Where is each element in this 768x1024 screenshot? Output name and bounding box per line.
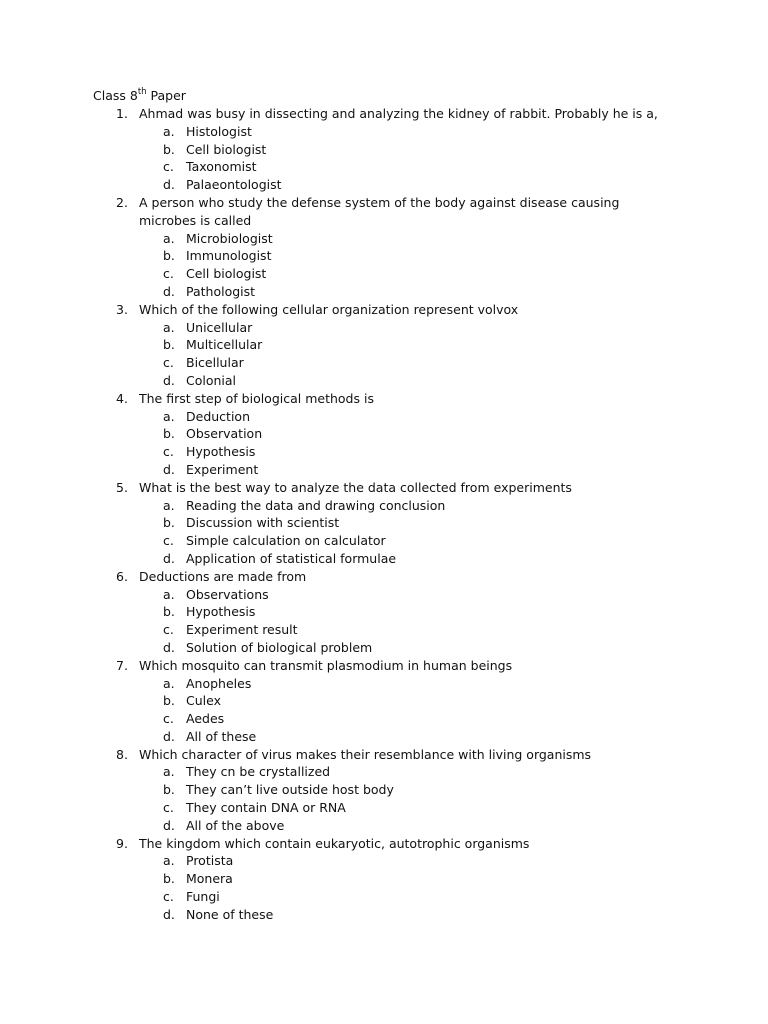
option-letter: c. (163, 266, 174, 282)
question-item (0, 568, 768, 657)
option-text: Immunologist (186, 248, 272, 264)
question-number: 2. (116, 194, 128, 210)
option-text: Microbiologist (186, 230, 273, 246)
option-letter: a. (163, 230, 175, 246)
question-number: 8. (116, 746, 128, 762)
option-item (0, 354, 768, 372)
option-letter: b. (163, 693, 175, 709)
option-text: They can’t live outside host body (186, 782, 394, 798)
option-item (0, 763, 768, 781)
option-item (0, 675, 768, 693)
option-text: Aedes (186, 711, 225, 727)
option-text: Culex (186, 693, 221, 709)
question-text: The first step of biological methods is (139, 390, 374, 406)
option-item (0, 408, 768, 426)
option-text: Palaeontologist (186, 177, 282, 193)
option-letter: d. (163, 177, 175, 193)
option-text: Hypothesis (186, 604, 256, 620)
question-item (0, 479, 768, 568)
question-line (0, 657, 768, 675)
option-text: Fungi (186, 889, 220, 905)
option-text: Bicellular (186, 355, 244, 371)
option-text: All of these (186, 728, 257, 744)
option-letter: c. (163, 533, 174, 549)
question-text: Which character of virus makes their resemblance with living organisms (139, 746, 592, 762)
option-item (0, 265, 768, 283)
option-letter: b. (163, 426, 175, 442)
option-item (0, 176, 768, 194)
question-line (0, 390, 768, 408)
option-item (0, 817, 768, 835)
question-line (0, 301, 768, 319)
question-item (0, 657, 768, 746)
question-item (0, 746, 768, 835)
option-item (0, 141, 768, 159)
option-item (0, 852, 768, 870)
option-item (0, 532, 768, 550)
option-item (0, 425, 768, 443)
option-text: Simple calculation on calculator (186, 533, 386, 549)
option-text: Discussion with scientist (186, 515, 340, 531)
option-item (0, 158, 768, 176)
option-text: Taxonomist (186, 159, 257, 175)
option-text: Application of statistical formulae (186, 550, 397, 566)
page-title (93, 87, 186, 105)
option-letter: b. (163, 337, 175, 353)
option-letter: c. (163, 889, 174, 905)
option-text: Experiment result (186, 622, 298, 638)
option-text: Protista (186, 853, 234, 869)
question-item (0, 301, 768, 390)
option-text: Reading the data and drawing conclusion (186, 497, 446, 513)
option-letter: d. (163, 372, 175, 388)
option-text: Solution of biological problem (186, 639, 373, 655)
option-text: Cell biologist (186, 266, 267, 282)
option-item (0, 443, 768, 461)
question-item (0, 194, 768, 301)
question-text: What is the best way to analyze the data collected from experiments (139, 479, 572, 495)
option-text: Hypothesis (186, 444, 256, 460)
option-item (0, 550, 768, 568)
option-item (0, 728, 768, 746)
question-text: Deductions are made from (139, 568, 307, 584)
option-letter: d. (163, 817, 175, 833)
option-text: Observations (186, 586, 269, 602)
option-letter: d. (163, 283, 175, 299)
option-item (0, 514, 768, 532)
question-line (0, 212, 768, 230)
option-text: Anopheles (186, 675, 252, 691)
option-letter: a. (163, 675, 175, 691)
question-line (0, 568, 768, 586)
option-item (0, 230, 768, 248)
option-item (0, 906, 768, 924)
option-text: None of these (186, 906, 274, 922)
option-letter: a. (163, 764, 175, 780)
question-text: microbes is called (139, 212, 252, 228)
question-number: 6. (116, 568, 128, 584)
option-text: Colonial (186, 372, 237, 388)
option-item (0, 319, 768, 337)
option-text: All of the above (186, 817, 285, 833)
option-item (0, 621, 768, 639)
option-letter: a. (163, 497, 175, 513)
question-text: The kingdom which contain eukaryotic, autotrophic organisms (139, 835, 530, 851)
option-letter: c. (163, 711, 174, 727)
question-list (0, 105, 768, 924)
option-letter: c. (163, 355, 174, 371)
option-item (0, 586, 768, 604)
question-line (0, 746, 768, 764)
question-line (0, 105, 768, 123)
option-letter: b. (163, 604, 175, 620)
option-letter: b. (163, 782, 175, 798)
title-suffix: Paper (146, 88, 186, 103)
option-text: They cn be crystallized (186, 764, 331, 780)
option-letter: b. (163, 248, 175, 264)
option-item (0, 123, 768, 141)
question-item (0, 835, 768, 924)
question-number: 3. (116, 301, 128, 317)
option-letter: a. (163, 853, 175, 869)
option-letter: c. (163, 159, 174, 175)
option-letter: d. (163, 639, 175, 655)
option-item (0, 799, 768, 817)
option-text: Experiment (186, 461, 259, 477)
option-text: Monera (186, 871, 233, 887)
option-text: Cell biologist (186, 141, 267, 157)
option-item (0, 497, 768, 515)
option-item (0, 710, 768, 728)
question-line (0, 194, 768, 212)
option-letter: d. (163, 906, 175, 922)
option-item (0, 888, 768, 906)
option-letter: a. (163, 319, 175, 335)
title-superscript: th (137, 86, 147, 97)
option-letter: b. (163, 141, 175, 157)
title-text: Class 8 (93, 88, 138, 103)
option-item (0, 692, 768, 710)
option-letter: b. (163, 871, 175, 887)
question-number: 9. (116, 835, 128, 851)
question-number: 7. (116, 657, 128, 673)
option-text: Pathologist (186, 283, 256, 299)
option-text: Unicellular (186, 319, 253, 335)
option-item (0, 247, 768, 265)
question-line (0, 835, 768, 853)
option-item (0, 372, 768, 390)
option-letter: c. (163, 800, 174, 816)
question-number: 1. (116, 106, 128, 121)
question-number: 5. (116, 479, 128, 495)
option-letter: d. (163, 461, 175, 477)
option-letter: c. (163, 444, 174, 460)
option-item (0, 781, 768, 799)
option-letter: a. (163, 123, 175, 139)
option-item (0, 461, 768, 479)
option-text: Histologist (186, 123, 252, 139)
question-number: 4. (116, 390, 128, 406)
option-item (0, 603, 768, 621)
option-item (0, 639, 768, 657)
option-letter: c. (163, 622, 174, 638)
question-text: A person who study the defense system of the body against disease causing (139, 194, 620, 210)
option-text: Observation (186, 426, 263, 442)
option-item (0, 870, 768, 888)
option-text: Multicellular (186, 337, 263, 353)
option-letter: d. (163, 728, 175, 744)
question-item (0, 390, 768, 479)
question-text: Ahmad was busy in dissecting and analyzing the kidney of rabbit. Probably he is a, (139, 106, 658, 121)
option-letter: b. (163, 515, 175, 531)
option-letter: a. (163, 586, 175, 602)
option-item (0, 336, 768, 354)
question-item (0, 105, 768, 194)
option-letter: a. (163, 408, 175, 424)
question-line (0, 479, 768, 497)
question-text: Which mosquito can transmit plasmodium in human beings (139, 657, 513, 673)
option-text: They contain DNA or RNA (186, 800, 346, 816)
option-letter: d. (163, 550, 175, 566)
option-item (0, 283, 768, 301)
question-text: Which of the following cellular organization represent volvox (139, 301, 519, 317)
option-text: Deduction (186, 408, 250, 424)
